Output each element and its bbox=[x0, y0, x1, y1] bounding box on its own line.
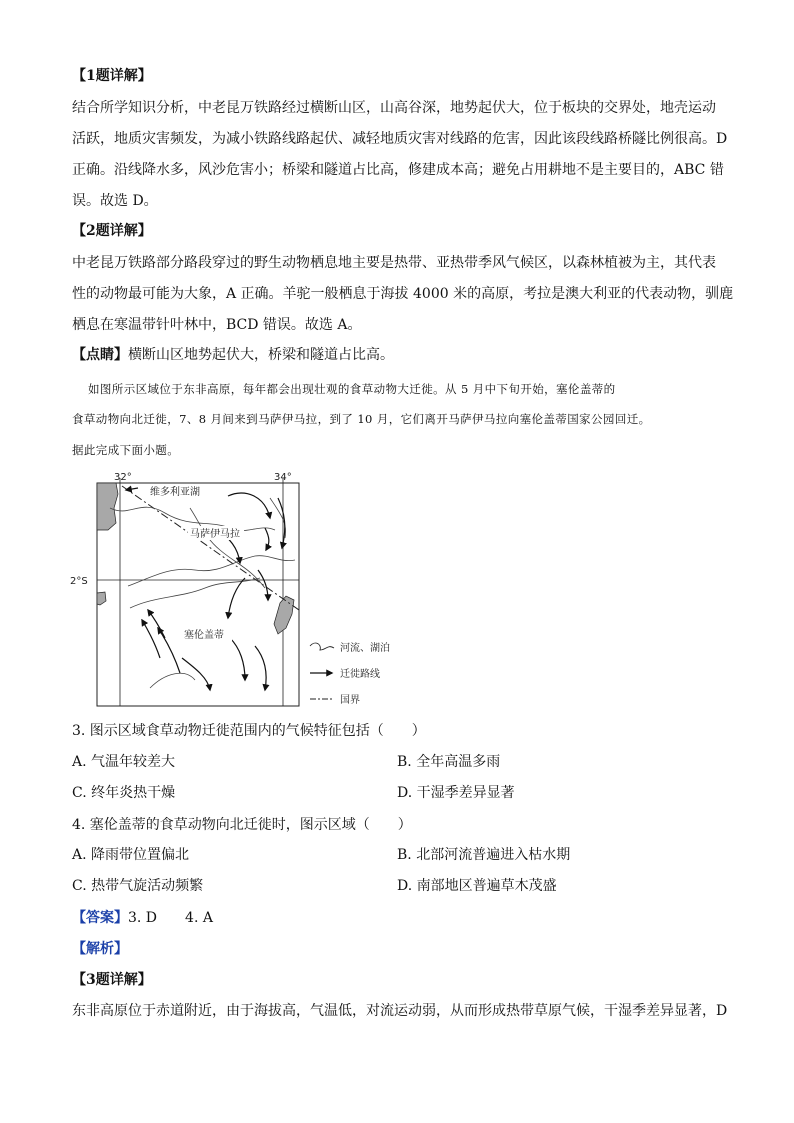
q3-option-a: A. 气温年较差大 bbox=[72, 754, 176, 770]
migration-arrow bbox=[228, 493, 270, 518]
legend-route: 迁徙路线 bbox=[340, 669, 380, 680]
q4-option-d: D. 南部地区普遍草木茂盛 bbox=[397, 878, 557, 894]
label-masai-mara: 马萨伊马拉 bbox=[190, 529, 240, 540]
migration-arrow bbox=[278, 498, 285, 548]
intro-line: 据此完成下面小题。 bbox=[72, 443, 180, 457]
q3-option-c: C. 终年炎热干燥 bbox=[72, 785, 176, 801]
label-lake-victoria: 维多利亚湖 bbox=[150, 487, 200, 498]
section2-heading: 【2题详解】 bbox=[72, 223, 152, 239]
tip-text: 横断山区地势起伏大，桥梁和隧道占比高。 bbox=[128, 347, 394, 363]
section2-line: 性的动物最可能为大象，A 正确。羊驼一般栖息于海拔 4000 米的高原，考拉是澳大利亚的代表动物，驯鹿 bbox=[72, 286, 734, 302]
river bbox=[150, 673, 195, 688]
migration-arrow bbox=[255, 646, 266, 690]
lake-victoria-north bbox=[97, 483, 118, 530]
intro-line: 食草动物向北迁徙，7、8 月间来到马萨伊马拉，到了 10 月，它们离开马萨伊马拉向塞伦盖蒂国家公园回迁。 bbox=[72, 412, 651, 426]
q3-stem: 3. 图示区域食草动物迁徙范围内的气候特征包括（ ） bbox=[72, 723, 426, 739]
lake-west bbox=[97, 592, 106, 605]
river bbox=[190, 508, 265, 588]
q3-option-b: B. 全年高温多雨 bbox=[397, 754, 501, 770]
migration-arrow bbox=[228, 578, 245, 618]
migration-arrow bbox=[230, 638, 245, 680]
q4-option-a: A. 降雨带位置偏北 bbox=[72, 847, 190, 863]
section1-line: 误。故选 D。 bbox=[72, 193, 158, 209]
legend-border: 国界 bbox=[340, 695, 360, 706]
migration-arrow bbox=[126, 488, 138, 490]
map-frame bbox=[97, 483, 299, 706]
migration-arrow bbox=[265, 528, 269, 550]
lon-label-32: 32° bbox=[114, 472, 132, 483]
river bbox=[128, 556, 295, 586]
section2-line: 栖息在寒温带针叶林中，BCD 错误。故选 A。 bbox=[72, 317, 362, 333]
q4-option-c: C. 热带气旋活动频繁 bbox=[72, 878, 204, 894]
intro-line: 如图所示区域位于东非高原，每年都会出现壮观的食草动物大迁徙。从 5 月中下旬开始，塞伦盖蒂的 bbox=[88, 382, 616, 396]
section1-heading: 【1题详解】 bbox=[72, 68, 152, 84]
section3-line: 东非高原位于赤道附近，由于海拔高，气温低，对流运动弱，从而形成热带草原气候，干湿季差异显著，D bbox=[72, 1003, 728, 1019]
answer bbox=[72, 908, 213, 928]
tip bbox=[72, 345, 394, 365]
section1-line: 结合所学知识分析，中老昆万铁路经过横断山区，山高谷深，地势起伏大，位于板块的交界处，地壳运动 bbox=[72, 100, 716, 116]
tip-label: 【点睛】 bbox=[72, 347, 128, 363]
section3-heading: 【3题详解】 bbox=[72, 972, 152, 988]
migration-arrow bbox=[148, 610, 165, 638]
section1-line: 活跃，地质灾害频发，为减小铁路线路起伏、减轻地质灾害对线路的危害，因此该段线路桥隧比例很高。D bbox=[72, 131, 728, 147]
migration-map bbox=[70, 468, 400, 710]
migration-arrow bbox=[142, 620, 160, 658]
lon-label-34: 34° bbox=[274, 472, 292, 483]
lake-southeast bbox=[274, 596, 294, 634]
q3-option-d: D. 干湿季差异显著 bbox=[397, 785, 515, 801]
analysis-label: 【解析】 bbox=[72, 941, 128, 957]
q4-option-b: B. 北部河流普遍进入枯水期 bbox=[397, 847, 571, 863]
answer-label: 【答案】 bbox=[72, 910, 128, 926]
legend-river: 河流、湖泊 bbox=[340, 643, 390, 654]
migration-arrow bbox=[158, 628, 180, 673]
answer-text: 3. D 4. A bbox=[128, 910, 213, 926]
section1-line: 正确。沿线降水多，风沙危害小；桥梁和隧道占比高，修建成本高；避免占用耕地不是主要目的，ABC 错 bbox=[72, 162, 724, 178]
country-border bbox=[122, 486, 299, 610]
legend-river-icon bbox=[310, 643, 334, 650]
label-serengeti: 塞伦盖蒂 bbox=[184, 630, 224, 641]
q4-stem: 4. 塞伦盖蒂的食草动物向北迁徙时，图示区域（ ） bbox=[72, 817, 412, 833]
section2-line: 中老昆万铁路部分路段穿过的野生动物栖息地主要是热带、亚热带季风气候区，以森林植被为主，其代表 bbox=[72, 255, 716, 271]
lat-label-2s: 2°S bbox=[70, 576, 88, 587]
